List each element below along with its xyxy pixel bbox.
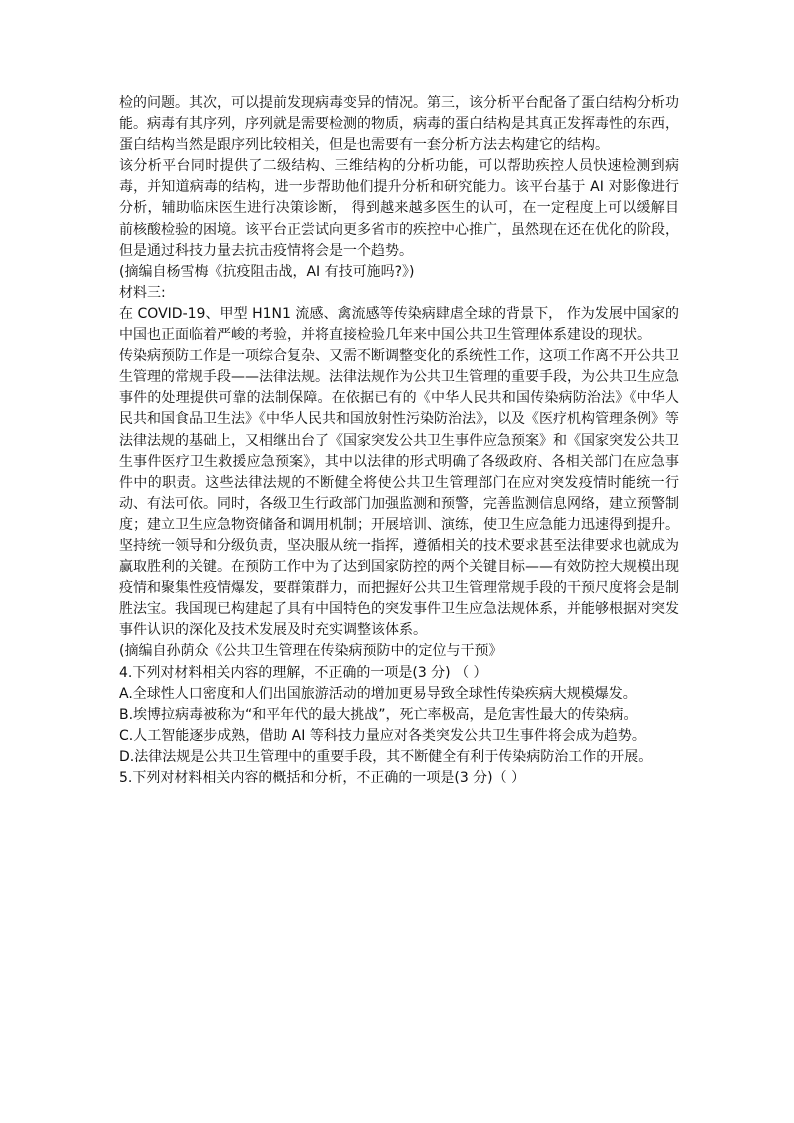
- paragraph-laws-regulations: 传染病预防工作是一项综合复杂、又需不断调整变化的系统性工作，这项工作离不开公共卫生管理的常规手段——法律法规。法律法规作为公共卫生管理的重要手段，为公共卫生应急事件的处理提供可靠的法制保障。在依据已有的《中华人民共和国传染病防治法》《中华人民共和国食品卫生法》《中华人民共和国放射性污染防治法》，以及《医疗机构管理条例》等法律法规的基础上，又相继出台了《国家突发公共卫生事件应急预案》和《国家突发公共卫生事件医疗卫生救援应急预案》，其中以法律的形式明确了各级政府、各相关部门在应急事件中的职责。这些法律法规的不断健全将使公共卫生管理部门在应对突发疫情时能统一行动、有法可依。同时，各级卫生行政部门加强监测和预警，完善监测信息网络，建立预警制度；建立卫生应急物资储备和调用机制；开展培训、演练，使卫生应急能力迅速得到提升。: [119, 348, 679, 533]
- question-4-option-c: C.人工智能逐步成熟，借助 AI 等科技力量应对各类突发公共卫生事件将会成为趋势。: [119, 727, 646, 744]
- question-4-option-b: B.埃博拉病毒被称为“和平年代的最大挑战”，死亡率极高，是危害性最大的传染病。: [119, 706, 638, 723]
- paragraph-platform-functions: 该分析平台同时提供了二级结构、三维结构的分析功能，可以帮助疾控人员快速检测到病毒，并知道病毒的结构，进一步帮助他们提升分析和研究能力。该平台基于 AI 对影像进行分析，辅助临床医生进行决策诊断， 得到越来越多医生的认可，在一定程度上可以缓解目前核酸检验的困境。该平台正尝试向更多省市的疾控中心推广，虽然现在还在优化的阶段，但是通过科技力量去抗击疫情将会是一个趋势。: [119, 158, 679, 259]
- paragraph-unified-leadership: 坚持统一领导和分级负责，坚决服从统一指挥，遵循相关的技术要求甚至法律要求也就成为赢取胜利的关键。在预防工作中为了达到国家防控的两个关键目标——有效防控大规模出现疫情和聚集性疫情爆发，要群策群力，而把握好公共卫生管理常规手段的干预尺度将会是制胜法宝。我国现已构建起了具有中国特色的突发事件卫生应急法规体系，并能够根据对突发事件认识的深化及技术发展及时充实调整该体系。: [119, 537, 679, 639]
- question-4-option-d: D.法律法规是公共卫生管理中的重要手段，其不断健全有利于传染病防治工作的开展。: [119, 748, 653, 765]
- question-5-stem: 5.下列对材料相关内容的概括和分析，不正确的一项是(3 分)（ ）: [119, 770, 526, 786]
- document-page: [119, 93, 679, 789]
- paragraph-material-two-continued: 检的问题。其次，可以提前发现病毒变异的情况。第三，该分析平台配备了蛋白结构分析功能。病毒有其序列，序列就是需要检测的物质，病毒的蛋白结构是其真正发挥毒性的东西，蛋白结构当然是跟序列比较相关，但是也需要有一套分析方法去构建它的结构。: [119, 95, 679, 154]
- source-citation-sun: (摘编自孙荫众《公共卫生管理在传染病预防中的定位与干预》: [119, 643, 503, 660]
- source-citation-yang: (摘编自杨雪梅《抗疫阻击战，AI 有技可施吗?》): [119, 263, 415, 280]
- paragraph-background: 在 COVID-19、甲型 H1N1 流感、禽流感等传染病肆虐全球的背景下， 作为发展中国家的中国也正面临着严峻的考验，并将直接检验几年来中国公共卫生管理体系建设的现状。: [119, 305, 679, 344]
- material-three-heading: 材料三:: [119, 284, 166, 301]
- question-4-option-a: A.全球性人口密度和人们出国旅游活动的增加更易导致全球性传染疾病大规模爆发。: [119, 685, 637, 702]
- question-4-stem: 4.下列对材料相关内容的理解，不正确的一项是(3 分) （ ）: [119, 664, 488, 681]
